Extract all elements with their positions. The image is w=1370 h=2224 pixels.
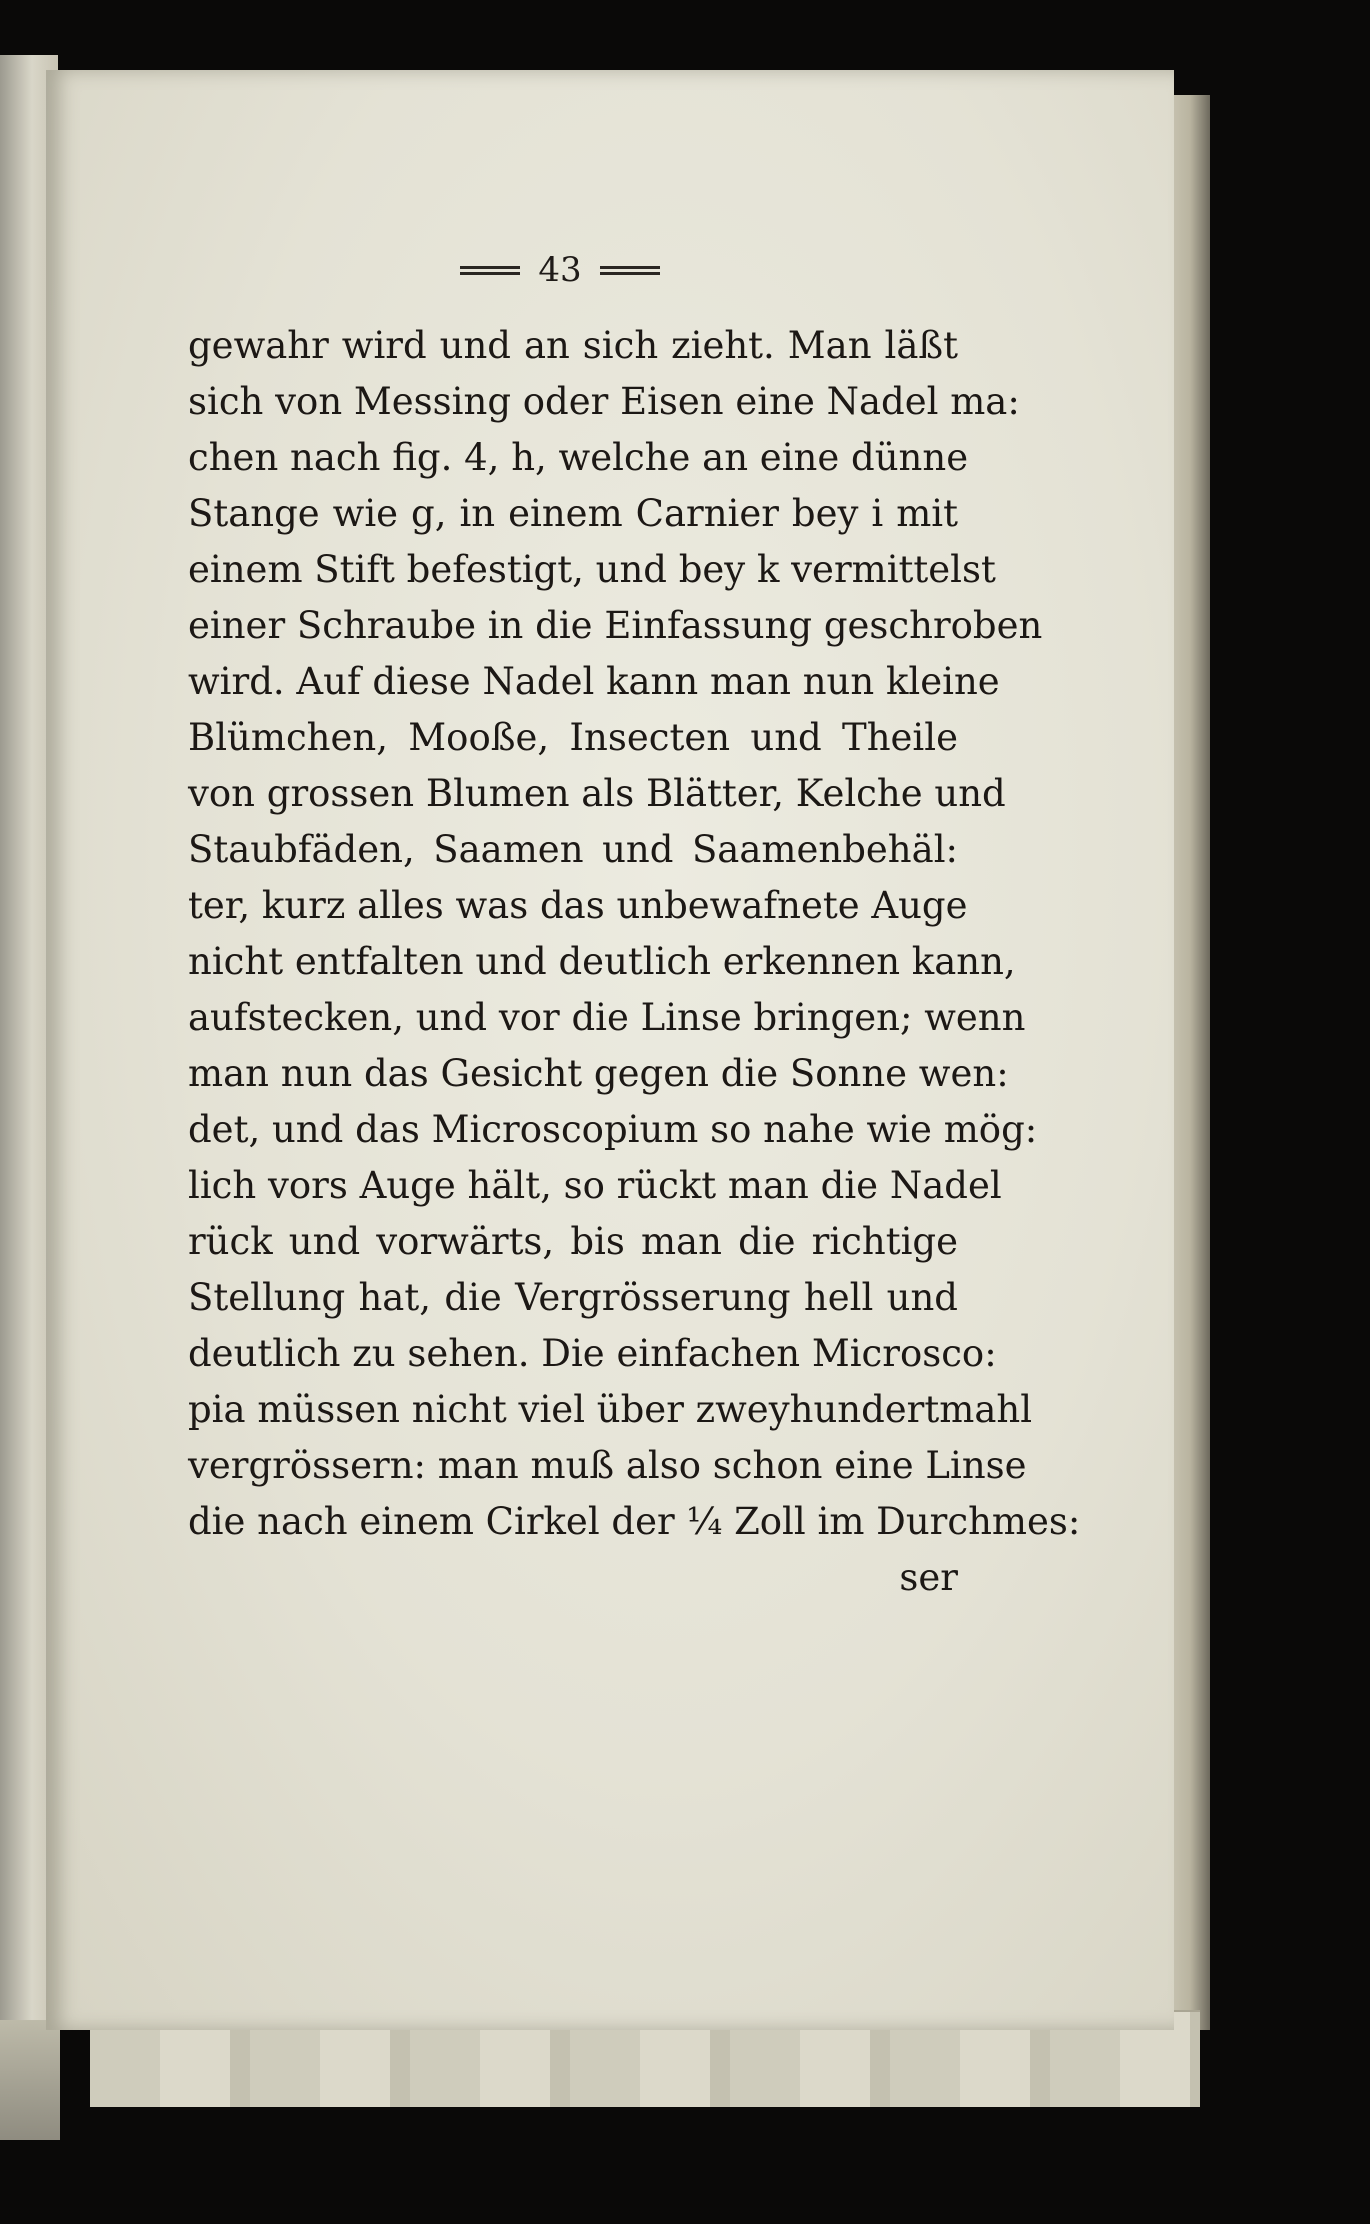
text-line: gewahr wird und an sich zieht. Man läßt	[188, 324, 958, 367]
catchword: ser	[899, 1556, 958, 1599]
text-line: von grossen Blumen als Blätter, Kelche und	[188, 772, 1006, 815]
text-line: Blümchen, Mooße, Insecten und Theile	[188, 716, 958, 759]
text-line: wird. Auf diese Nadel kann man nun kleine	[188, 660, 1000, 703]
text-line: deutlich zu sehen. Die einfachen Microsco:	[188, 1332, 997, 1375]
text-line: pia müssen nicht viel über zweyhundertmahl	[188, 1388, 1033, 1431]
text-line: einem Stift befestigt, und bey k vermittelst	[188, 548, 996, 591]
body-text	[188, 318, 1081, 1606]
text-line: Staubfäden, Saamen und Saamenbehäl:	[188, 828, 958, 871]
text-line: ter, kurz alles was das unbewafnete Auge	[188, 884, 968, 927]
text-line: man nun das Gesicht gegen die Sonne wen:	[188, 1052, 1009, 1095]
text-line: rück und vorwärts, bis man die richtige	[188, 1220, 958, 1263]
text-line: einer Schraube in die Einfassung geschroben	[188, 604, 1043, 647]
facing-page-corner	[0, 2020, 60, 2140]
text-line: Stellung hat, die Vergrösserung hell und	[188, 1276, 958, 1319]
text-line: die nach einem Cirkel der ¼ Zoll im Durchmes:	[188, 1500, 1081, 1543]
header-rule-right	[600, 266, 660, 275]
text-line: lich vors Auge hält, so rückt man die Nadel	[188, 1164, 1002, 1207]
page-header	[440, 250, 680, 290]
text-line: sich von Messing oder Eisen eine Nadel ma:	[188, 380, 1020, 423]
text-line: nicht entfalten und deutlich erkennen kann,	[188, 940, 1016, 983]
header-rule-left	[460, 266, 520, 275]
text-line: Stange wie g, in einem Carnier bey i mit	[188, 492, 958, 535]
page-number: 43	[538, 250, 582, 290]
text-line: det, und das Microscopium so nahe wie mög:	[188, 1108, 1038, 1151]
text-line: vergrössern: man muß also schon eine Linse	[188, 1444, 1027, 1487]
text-line: aufstecken, und vor die Linse bringen; wenn	[188, 996, 1026, 1039]
text-line: chen nach fig. 4, h, welche an eine dünne	[188, 436, 969, 479]
